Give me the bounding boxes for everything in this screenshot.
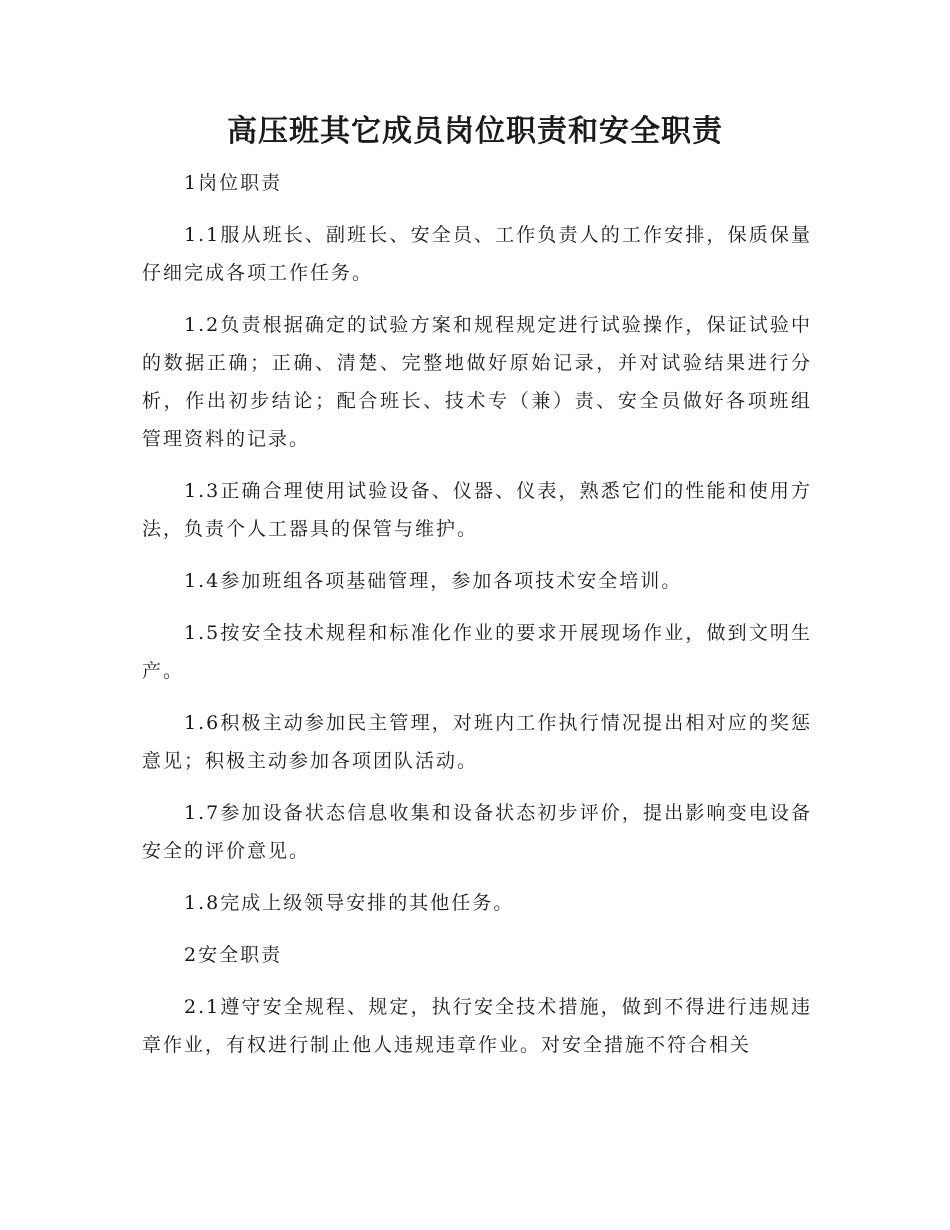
paragraph-1-3: 1.3正确合理使用试验设备、仪器、仪表，熟悉它们的性能和使用方法，负责个人工器具的保管与维护。 (142, 480, 812, 540)
document-body (142, 164, 812, 1078)
paragraph-1-7: 1.7参加设备状态信息收集和设备状态初步评价，提出影响变电设备安全的评价意见。 (142, 802, 812, 862)
paragraph-1-5: 1.5按安全技术规程和标准化作业的要求开展现场作业，做到文明生产。 (142, 622, 812, 682)
section-heading-2: 2安全职责 (184, 944, 283, 966)
paragraph-1-8: 1.8完成上级领导安排的其他任务。 (184, 892, 515, 914)
document-title: 高压班其它成员岗位职责和安全职责 (227, 114, 723, 149)
paragraph-1-4: 1.4参加班组各项基础管理，参加各项技术安全培训。 (184, 570, 683, 592)
paragraph-1-1: 1.1服从班长、副班长、安全员、工作负责人的工作安排，保质保量仔细完成各项工作任务。 (142, 224, 812, 284)
section-heading-1: 1岗位职责 (184, 172, 283, 194)
paragraph-2-1: 2.1遵守安全规程、规定，执行安全技术措施，做到不得进行违规违章作业，有权进行制止他人违规违章作业。对安全措施不符合相关 (142, 996, 812, 1056)
paragraph-1-2: 1.2负责根据确定的试验方案和规程规定进行试验操作，保证试验中的数据正确；正确、清楚、完整地做好原始记录，并对试验结果进行分析，作出初步结论；配合班长、技术专（兼）责、安全员做好各项班组管理资料的记录。 (142, 314, 812, 450)
paragraph-1-6: 1.6积极主动参加民主管理，对班内工作执行情况提出相对应的奖惩意见；积极主动参加各项团队活动。 (142, 712, 812, 772)
